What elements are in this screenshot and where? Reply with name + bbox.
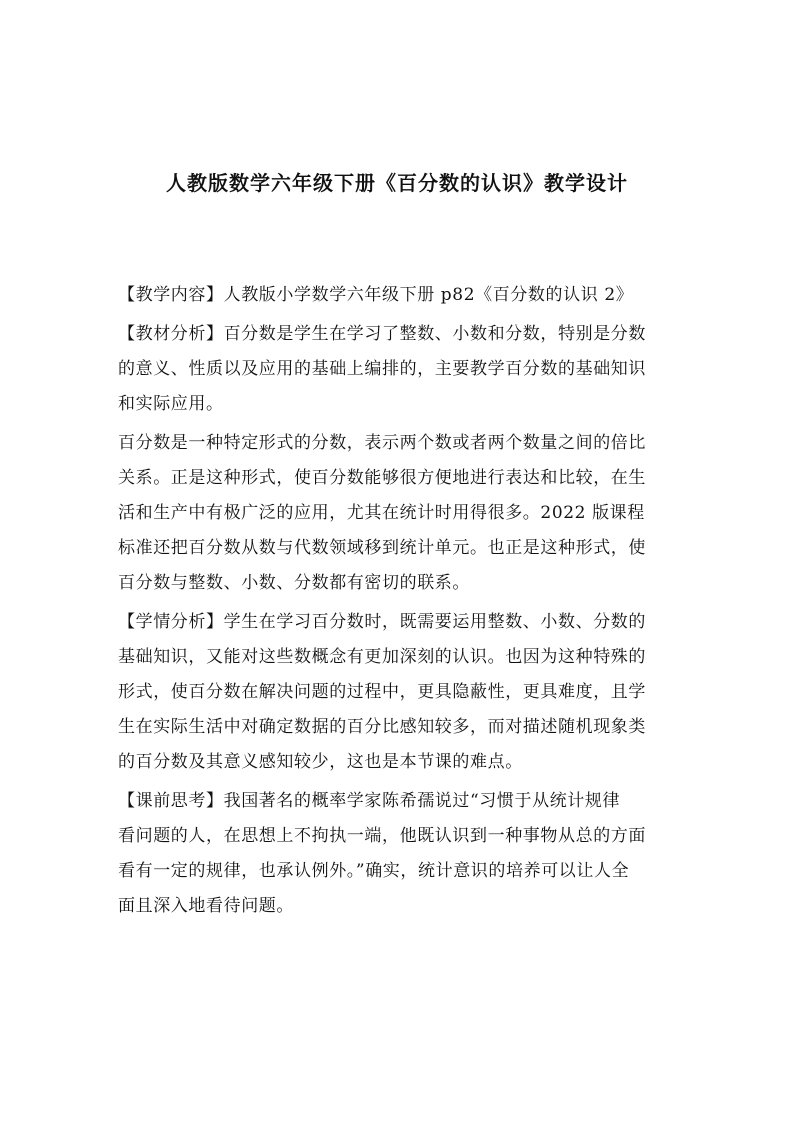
- document-title: 人教版数学六年级下册《百分数的认识》教学设计: [166, 171, 628, 195]
- paragraph-pre-class-thinking: [118, 784, 682, 924]
- text-line: 形式，使百分数在解决问题的过程中，更具隐蔽性，更具难度，且学: [118, 682, 646, 702]
- text-line: 的百分数及其意义感知较少，这也是本节课的难点。: [118, 752, 523, 772]
- text-line: 【课前思考】我国著名的概率学家陈希孺说过“习惯于从统计规律: [118, 791, 621, 811]
- text-line: 【教材分析】百分数是学生在学习了整数、小数和分数，特别是分数: [118, 324, 646, 344]
- text-line: 标准还把百分数从数与代数领域移到统计单元。也正是这种形式，使: [118, 538, 646, 558]
- text-line: 【教学内容】人教版小学数学六年级下册 p82《百分数的认识 2》: [118, 285, 634, 305]
- text-line: 百分数与整数、小数、分数都有密切的联系。: [118, 573, 470, 593]
- text-line: 看问题的人，在思想上不拘执一端，他既认识到一种事物从总的方面: [118, 826, 646, 846]
- text-line: 百分数是一种特定形式的分数，表示两个数或者两个数量之间的倍比: [118, 433, 646, 453]
- paragraph-student-analysis: [118, 605, 682, 780]
- text-line: 【学情分析】学生在学习百分数时，既需要运用整数、小数、分数的: [118, 612, 646, 632]
- text-line: 的意义、性质以及应用的基础上编排的，主要教学百分数的基础知识: [118, 359, 646, 379]
- text-line: 活和生产中有极广泛的应用，尤其在统计时用得很多。2022 版课程: [118, 503, 645, 523]
- text-line: 关系。正是这种形式，使百分数能够很方便地进行表达和比较，在生: [118, 468, 646, 488]
- text-line: 面且深入地看待问题。: [118, 896, 294, 916]
- text-line: 生在实际生活中对确定数据的百分比感知较多，而对描述随机现象类: [118, 717, 646, 737]
- paragraph-percent-meaning: [118, 426, 682, 601]
- paragraph-textbook-analysis: [118, 317, 682, 422]
- text-line: 和实际应用。: [118, 394, 224, 414]
- document-body: [118, 278, 682, 924]
- paragraph-teaching-content: [118, 278, 682, 313]
- text-line: 看有一定的规律，也承认例外。”确实，统计意识的培养可以让人全: [118, 861, 630, 881]
- text-line: 基础知识，又能对这些数概念有更加深刻的认识。也因为这种特殊的: [118, 647, 646, 667]
